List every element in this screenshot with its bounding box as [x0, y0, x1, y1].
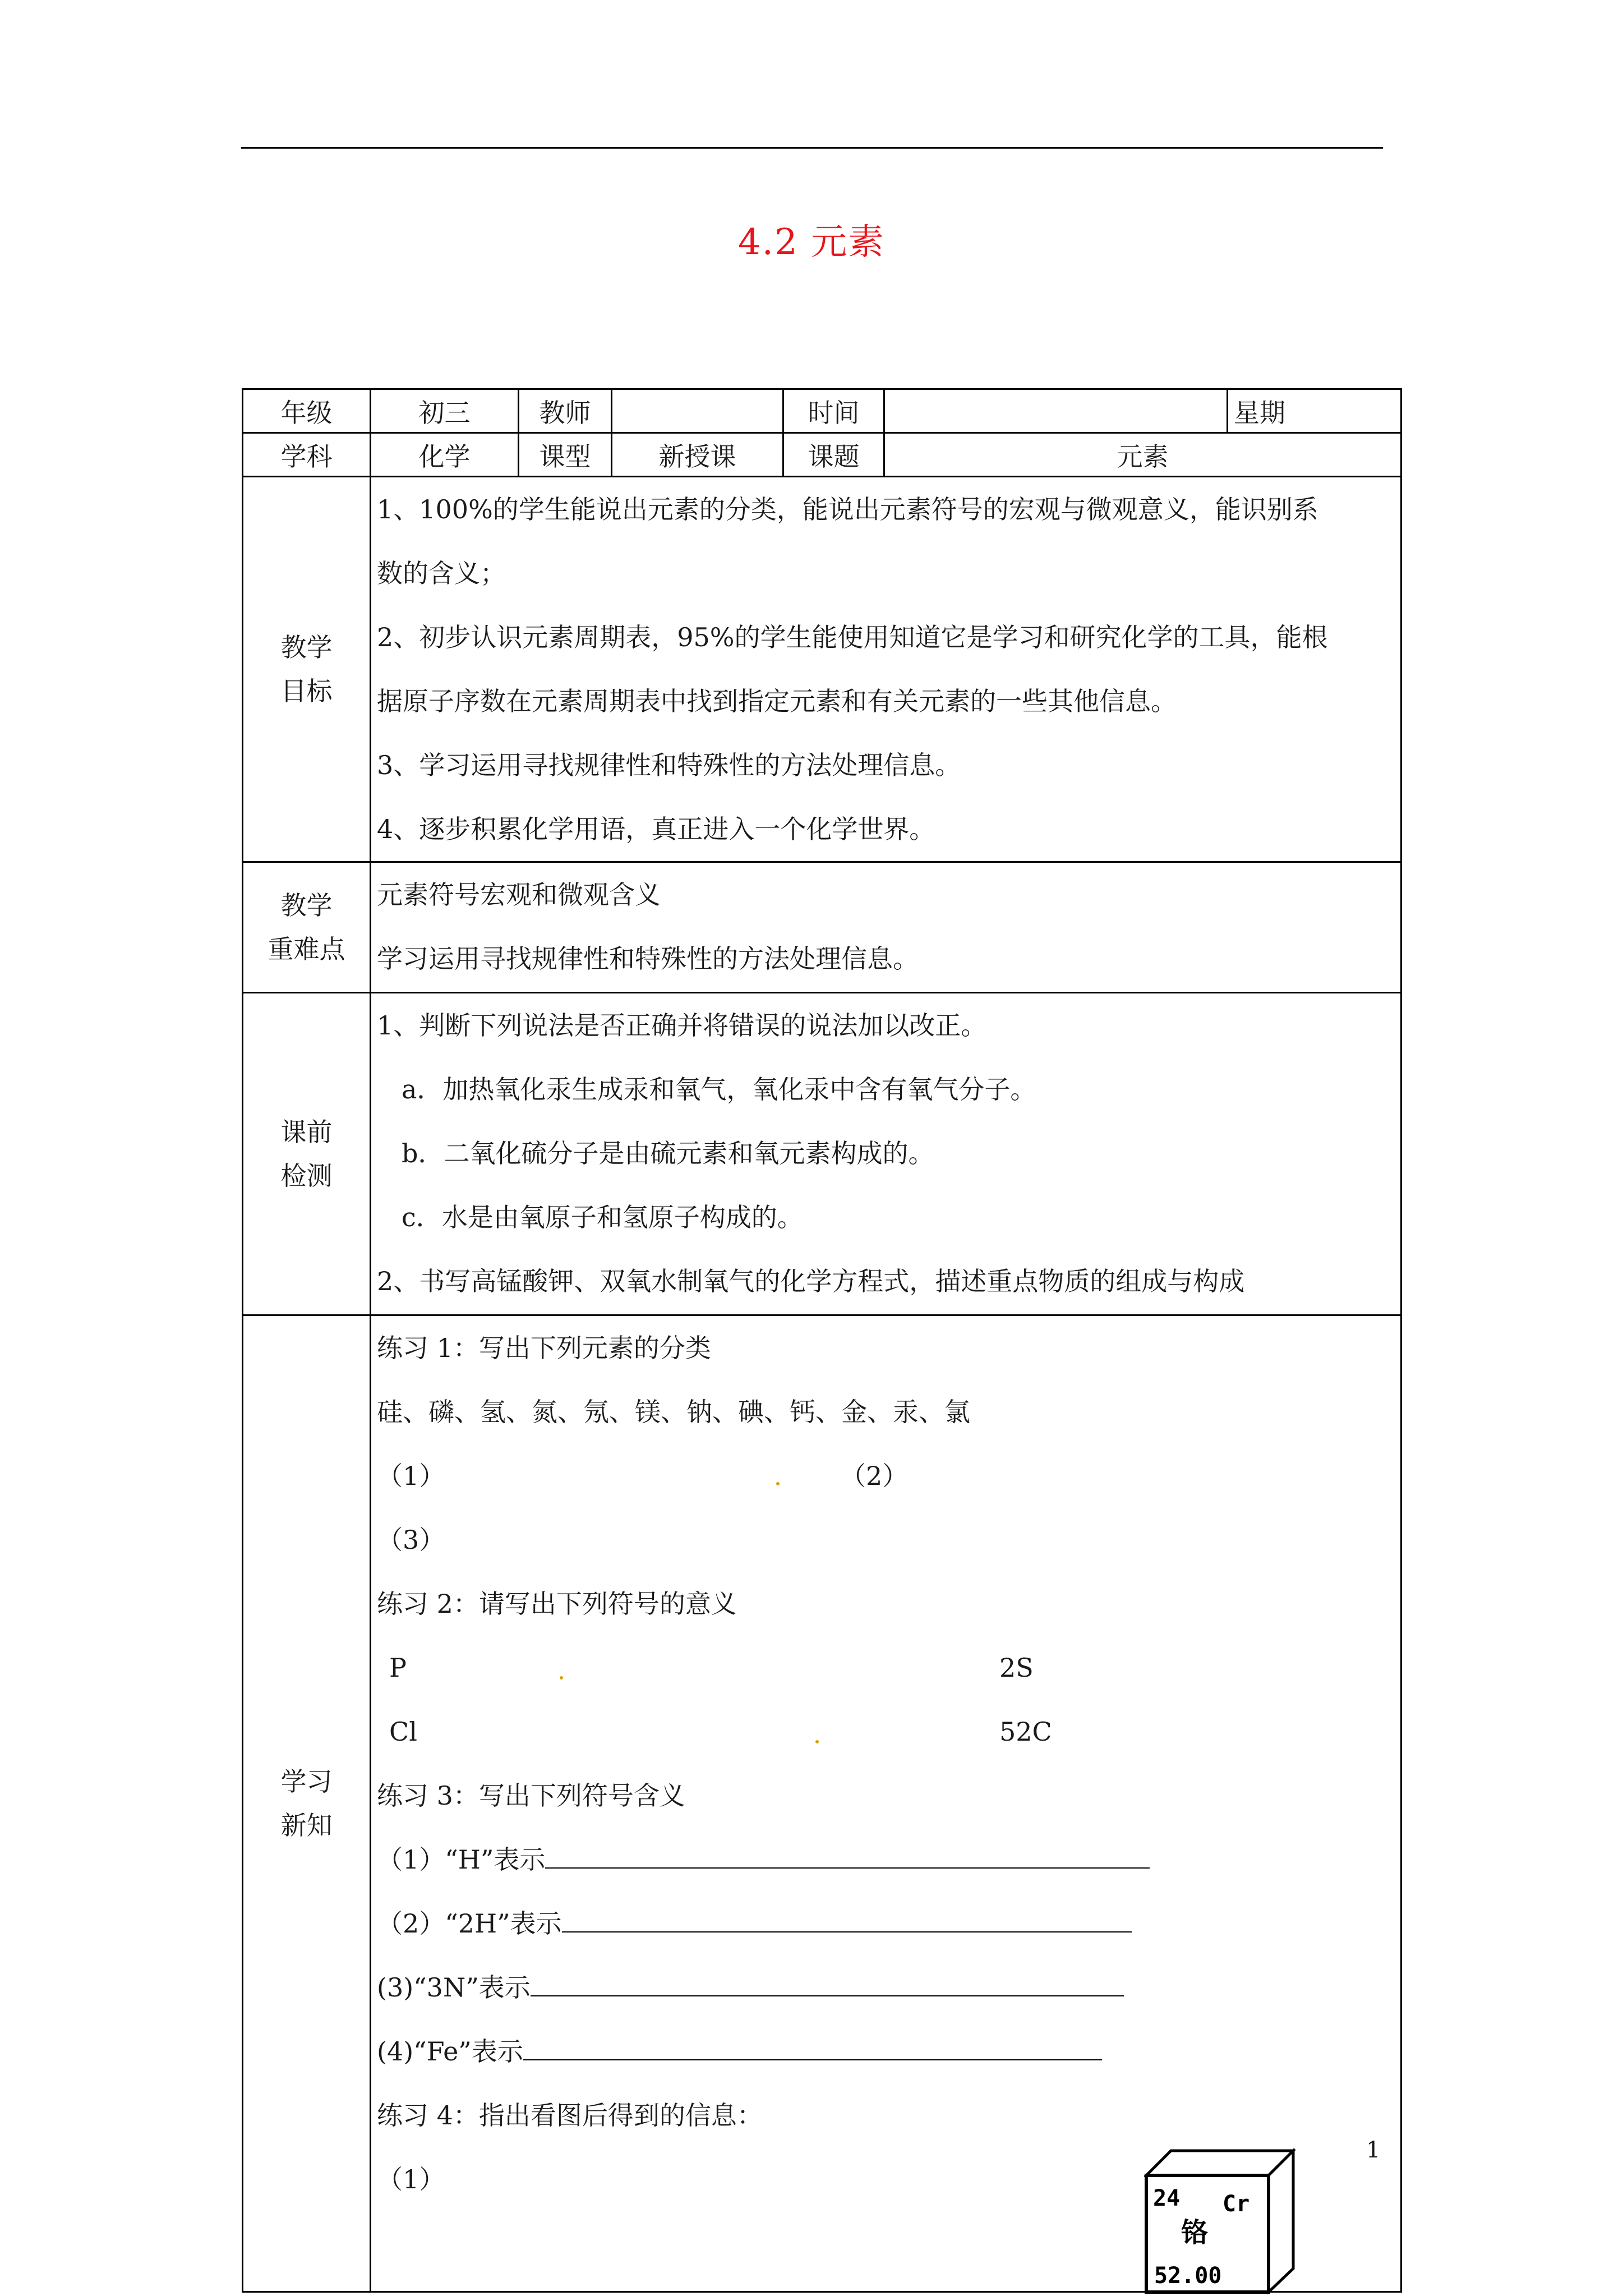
objectives-label: [243, 477, 371, 862]
grade-value: 初三: [371, 389, 519, 433]
exercise-3-question: [377, 2019, 1395, 2083]
header-row-grade: [243, 389, 1401, 433]
key-points-label-text: 教学 重难点: [268, 890, 345, 964]
lesson-plan-table: [242, 388, 1402, 2293]
time-value: [884, 389, 1228, 433]
answer-blank[interactable]: [531, 1963, 1124, 1996]
atomic-mass: 52.00: [1154, 2263, 1222, 2289]
page-title: 4.2 元素: [737, 222, 886, 263]
pre-check-label: [243, 993, 371, 1315]
exercise-3-q2-label: （2）“2H”表示: [377, 1908, 562, 1939]
answer-blank[interactable]: [562, 1899, 1132, 1932]
atomic-number: 24: [1153, 2185, 1181, 2211]
card-side-face: [1269, 2151, 1293, 2292]
exercise-3-question: [377, 1892, 1395, 1955]
exercise-3-question: [377, 1828, 1395, 1892]
answer-blank[interactable]: [545, 1835, 1150, 1869]
exercise-4-item-1: （1）: [377, 2164, 445, 2194]
page-number: 1: [1366, 2137, 1381, 2163]
symbol-p: P: [389, 1653, 407, 1683]
teacher-value: [612, 389, 783, 433]
subject-label: 学科: [243, 433, 371, 477]
time-label: 时间: [783, 389, 884, 433]
objectives-content: [371, 477, 1401, 862]
pre-check-line: 2、书写高锰酸钾、双氧水制氧气的化学方程式，描述重点物质的组成与构成: [377, 1266, 1245, 1296]
stray-dot: [560, 1676, 563, 1680]
exercise-3-title: 练习 3：写出下列符号含义: [377, 1780, 685, 1811]
exercise-1-item-1: （1）: [377, 1461, 445, 1491]
exercise-2-row-2: [377, 1700, 1395, 1764]
objective-line: 4、逐步积累化学用语，真正进入一个化学世界。: [377, 814, 935, 844]
key-point-line: 学习运用寻找规律性和特殊性的方法处理信息。: [377, 944, 919, 974]
exercise-1-items: [377, 1444, 1395, 1508]
pre-check-row: [243, 993, 1401, 1315]
objective-line: 1、100%的学生能说出元素的分类，能说出元素符号的宏观与微观意义，能识别系: [377, 494, 1318, 524]
objective-line: 3、学习运用寻找规律性和特殊性的方法处理信息。: [377, 750, 961, 780]
exercise-4-title: 练习 4：指出看图后得到的信息：: [377, 2100, 763, 2131]
exercise-3-q4-label: (4)“Fe”表示: [377, 2036, 523, 2067]
new-knowledge-row: [243, 1315, 1401, 2292]
stray-dot: [776, 1482, 780, 1485]
chromium-element-card: [1144, 2148, 1295, 2294]
pre-check-label-text: 课前 检测: [280, 1117, 333, 1191]
lesson-type-value: 新授课: [612, 433, 783, 477]
objective-line: 据原子序数在元素周期表中找到指定元素和有关元素的一些其他信息。: [377, 686, 1177, 716]
symbol-52c: 52C: [999, 1717, 1052, 1747]
exercise-2-row-1: [377, 1636, 1395, 1700]
exercise-1-item-3: （3）: [377, 1525, 445, 1555]
answer-blank[interactable]: [523, 2027, 1102, 2060]
new-knowledge-content: [371, 1315, 1401, 2292]
header-rule: [241, 147, 1383, 149]
new-knowledge-label: [243, 1315, 371, 2292]
objective-line: 数的含义；: [377, 558, 506, 588]
exercise-1-item-2: （2）: [840, 1461, 909, 1491]
exercise-3-q1-label: （1）“H”表示: [377, 1844, 546, 1875]
exercise-3-question: [377, 1955, 1395, 2019]
pre-check-line: 1、判断下列说法是否正确并将错误的说法加以改正。: [377, 1010, 987, 1041]
exercise-1-elements: 硅、磷、氢、氮、氖、镁、钠、碘、钙、金、汞、氯: [377, 1397, 970, 1427]
weekday-label: 星期: [1228, 389, 1401, 433]
objective-line: 2、初步认识元素周期表，95%的学生能使用知道它是学习和研究化学的工具，能根: [377, 622, 1328, 652]
key-points-label: [243, 862, 371, 993]
exercise-2-title: 练习 2：请写出下列符号的意义: [377, 1589, 737, 1619]
grade-label: 年级: [243, 389, 371, 433]
new-knowledge-label-text: 学习 新知: [280, 1766, 333, 1841]
element-symbol: Cr: [1223, 2191, 1250, 2217]
topic-label: 课题: [783, 433, 884, 477]
pre-check-line: c．水是由氧原子和氢原子构成的。: [402, 1202, 803, 1232]
symbol-2s: 2S: [999, 1653, 1034, 1683]
topic-value: 元素: [884, 433, 1401, 477]
exercise-3-q3-label: (3)“3N”表示: [377, 1972, 531, 2003]
stray-dot: [815, 1740, 819, 1743]
objectives-row: [243, 477, 1401, 862]
pre-check-line: b．二氧化硫分子是由硫元素和氧元素构成的。: [402, 1138, 934, 1168]
objectives-label-text: 教学 目标: [280, 632, 333, 706]
pre-check-content: [371, 993, 1401, 1315]
lesson-type-label: 课型: [519, 433, 612, 477]
symbol-cl: Cl: [389, 1717, 417, 1747]
key-point-line: 元素符号宏观和微观含义: [377, 880, 661, 910]
element-name: 铬: [1181, 2217, 1209, 2248]
teacher-label: 教师: [519, 389, 612, 433]
exercise-1-title: 练习 1：写出下列元素的分类: [377, 1333, 711, 1363]
key-points-row: [243, 862, 1401, 993]
header-row-subject: [243, 433, 1401, 477]
key-points-content: [371, 862, 1401, 993]
subject-value: 化学: [371, 433, 519, 477]
pre-check-line: a．加热氧化汞生成汞和氧气，氧化汞中含有氧气分子。: [402, 1074, 1036, 1105]
